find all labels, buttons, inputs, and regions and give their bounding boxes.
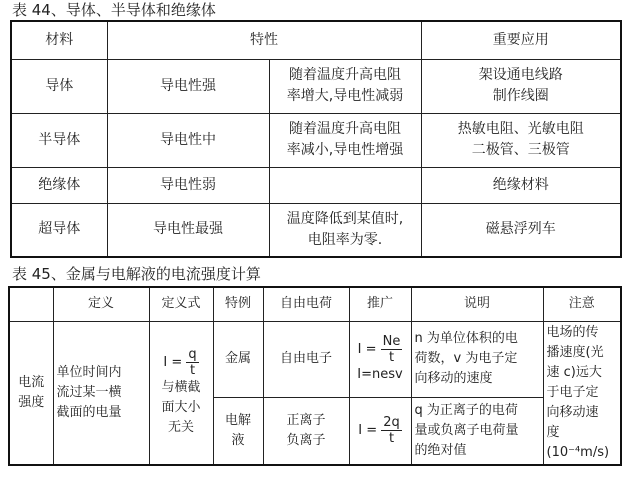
conductivity-cell: 导电性强 — [107, 59, 269, 113]
note-cell: 电场的传 播速度(光 速 c)远大 于电子定 向移动速 度(10⁻⁴m/s) — [543, 321, 621, 465]
material-cell: 超导体 — [11, 203, 107, 257]
row-label: 电流 强度 — [9, 321, 53, 465]
header-definition: 定义 — [53, 287, 149, 321]
header-property: 特性 — [107, 21, 421, 59]
formula-i-2q-t: I = $\frac{2q}{t}$ — [358, 415, 400, 447]
formula-i-ne-t: I = $\frac{Ne}{t}$ — [357, 333, 401, 365]
carrier-electrolyte: 正离子 负离子 — [263, 397, 349, 465]
temperature-cell: 随着温度升高电阻 率增大,导电性减弱 — [269, 59, 421, 113]
table-row — [11, 113, 621, 167]
temperature-cell: 温度降低到某值时, 电阻率为零. — [269, 203, 421, 257]
header-empty — [9, 287, 53, 321]
header-formula: 定义式 — [149, 287, 213, 321]
material-cell: 导体 — [11, 59, 107, 113]
table-row — [11, 59, 621, 113]
material-cell: 半导体 — [11, 113, 107, 167]
table44 — [10, 20, 622, 258]
definition-cell: 单位时间内 流过某一横 截面的电量 — [53, 321, 149, 465]
temperature-cell — [269, 167, 421, 203]
header-material: 材料 — [11, 21, 107, 59]
conductivity-cell: 导电性中 — [107, 113, 269, 167]
table44-caption: 表 44、导体、半导体和绝缘体 — [12, 1, 216, 19]
extension-metal — [349, 321, 411, 397]
explanation-metal: n 为单位体积的电 荷数，v 为电子定 向移动的速度 — [411, 321, 543, 397]
application-cell: 架设通电线路 制作线圈 — [421, 59, 621, 113]
example-metal: 金属 — [213, 321, 263, 397]
header-example: 特例 — [213, 287, 263, 321]
header-extension: 推广 — [349, 287, 411, 321]
header-carrier: 自由电荷 — [263, 287, 349, 321]
application-cell: 绝缘材料 — [421, 167, 621, 203]
temperature-cell: 随着温度升高电阻 率减小,导电性增强 — [269, 113, 421, 167]
table-row — [9, 321, 621, 397]
extension-electrolyte — [349, 397, 411, 465]
explanation-electrolyte: q 为正离子的电荷 量或负离子电荷量 的绝对值 — [411, 397, 543, 465]
header-note: 注意 — [543, 287, 621, 321]
application-cell: 热敏电阻、光敏电阻 二极管、三极管 — [421, 113, 621, 167]
header-explanation: 说明 — [411, 287, 543, 321]
conductivity-cell: 导电性最强 — [107, 203, 269, 257]
table45 — [8, 286, 622, 466]
formula-cell: I = $\frac{q}{t}$ 与横截 面大小 无关 — [149, 321, 213, 465]
example-electrolyte: 电解 液 — [213, 397, 263, 465]
header-application: 重要应用 — [421, 21, 621, 59]
application-cell: 磁悬浮列车 — [421, 203, 621, 257]
table-row — [11, 167, 621, 203]
table45-caption: 表 45、金属与电解液的电流强度计算 — [12, 265, 261, 283]
conductivity-cell: 导电性弱 — [107, 167, 269, 203]
carrier-metal: 自由电子 — [263, 321, 349, 397]
formula-nesv: I=nesv — [357, 366, 403, 382]
material-cell: 绝缘体 — [11, 167, 107, 203]
table-row — [11, 203, 621, 257]
table-header-row — [9, 287, 621, 321]
formula-i-q-t: I = $\frac{q}{t}$ — [163, 347, 197, 379]
table-header-row — [11, 21, 621, 59]
